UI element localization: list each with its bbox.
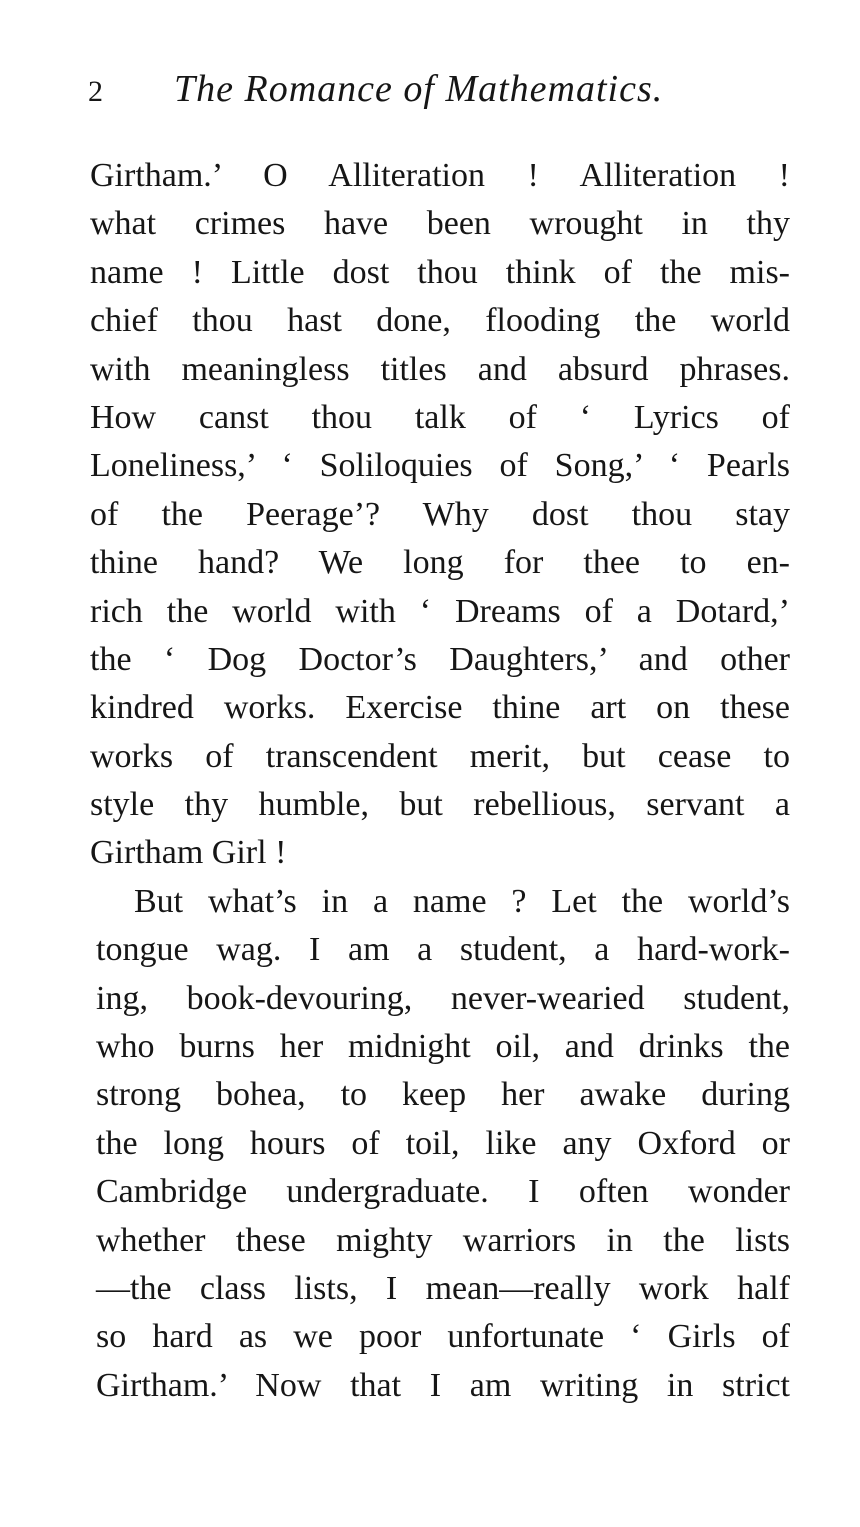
text-line: How canst thou talk of ‘ Lyrics of bbox=[90, 398, 790, 436]
text-line: who burns her midnight oil, and drinks the bbox=[96, 1028, 790, 1066]
text-line: name ! Little dost thou think of the mis- bbox=[90, 253, 790, 291]
text-line: Girtham Girl ! bbox=[90, 834, 287, 872]
text-line: what crimes have been wrought in thy bbox=[90, 205, 790, 243]
text-line: Girtham.’ Now that I am writing in strict bbox=[96, 1366, 790, 1404]
running-head bbox=[88, 64, 788, 114]
book-title: The Romance of Mathematics. bbox=[174, 68, 664, 110]
body-text bbox=[90, 152, 790, 1410]
text-line: chief thou hast done, flooding the world bbox=[90, 302, 790, 340]
text-line: But what’s in a name ? Let the world’s bbox=[134, 882, 790, 920]
text-line: so hard as we poor unfortunate ‘ Girls of bbox=[96, 1318, 790, 1356]
text-line: of the Peerage’? Why dost thou stay bbox=[90, 495, 790, 533]
text-line: with meaningless titles and absurd phrases. bbox=[90, 350, 790, 388]
text-line: Girtham.’ O Alliteration ! Alliteration ! bbox=[90, 157, 790, 194]
text-line: strong bohea, to keep her awake during bbox=[96, 1076, 790, 1114]
text-line: —the class lists, I mean—really work half bbox=[96, 1269, 790, 1307]
page-number: 2 bbox=[88, 75, 103, 108]
text-line: Loneliness,’ ‘ Soliloquies of Song,’ ‘ Pearls bbox=[90, 447, 790, 485]
text-line: tongue wag. I am a student, a hard-work- bbox=[96, 931, 790, 969]
text-line: ing, book-devouring, never-wearied student, bbox=[96, 979, 790, 1017]
text-line: thine hand? We long for thee to en- bbox=[90, 544, 790, 582]
text-line: Cambridge undergraduate. I often wonder bbox=[96, 1173, 790, 1211]
text-line: rich the world with ‘ Dreams of a Dotard,’ bbox=[90, 592, 790, 630]
text-line: style thy humble, but rebellious, servant a bbox=[90, 786, 790, 824]
text-line: whether these mighty warriors in the lists bbox=[96, 1221, 790, 1259]
text-line: kindred works. Exercise thine art on these bbox=[90, 689, 790, 727]
text-line: the ‘ Dog Doctor’s Daughters,’ and other bbox=[90, 640, 790, 678]
paragraph bbox=[90, 152, 790, 878]
text-line: the long hours of toil, like any Oxford or bbox=[96, 1124, 790, 1162]
text-line: works of transcendent merit, but cease to bbox=[90, 737, 790, 775]
paragraph bbox=[90, 878, 790, 1410]
